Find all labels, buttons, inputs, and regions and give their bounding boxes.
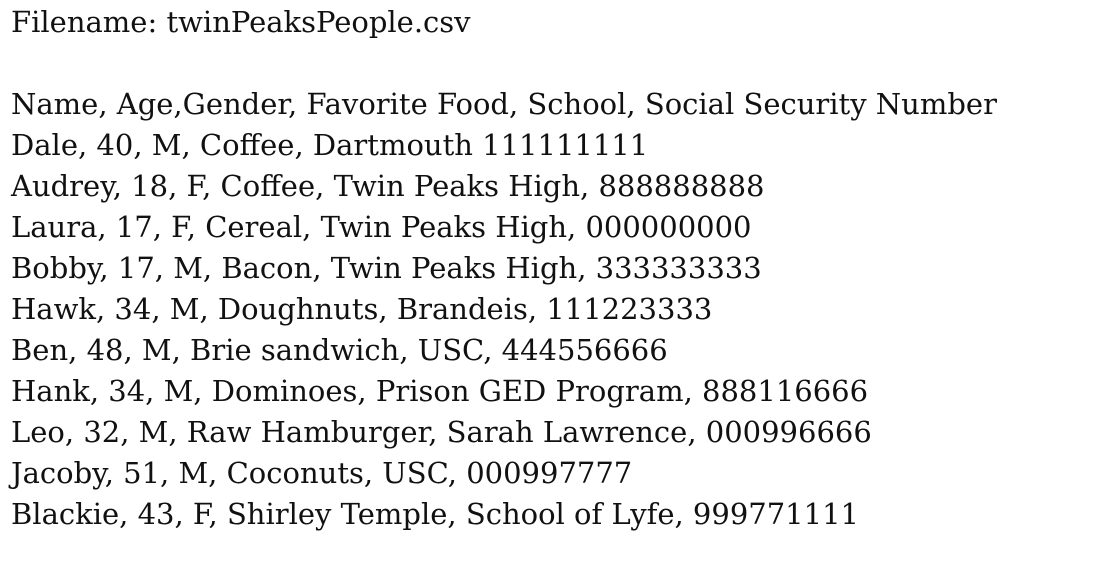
filename-line: Filename: twinPeaksPeople.csv — [11, 5, 471, 39]
csv-header-line: Name, Age,Gender, Favorite Food, School, Social Security Number — [11, 87, 997, 121]
csv-data-line: Hank, 34, M, Dominoes, Prison GED Program, 888116666 — [11, 374, 869, 408]
csv-data-line: Leo, 32, M, Raw Hamburger, Sarah Lawrence, 000996666 — [11, 415, 872, 449]
csv-data-line: Jacoby, 51, M, Coconuts, USC, 000997777 — [11, 456, 633, 490]
csv-content — [11, 84, 1096, 535]
csv-data-line: Audrey, 18, F, Coffee, Twin Peaks High, 888888888 — [11, 169, 765, 203]
csv-data-line: Laura, 17, F, Cereal, Twin Peaks High, 000000000 — [11, 210, 752, 244]
csv-data-line: Blackie, 43, F, Shirley Temple, School of Lyfe, 999771111 — [11, 497, 859, 531]
csv-data-line: Bobby, 17, M, Bacon, Twin Peaks High, 333333333 — [11, 251, 762, 285]
csv-data-line: Dale, 40, M, Coffee, Dartmouth 111111111 — [11, 128, 649, 162]
csv-data-line: Ben, 48, M, Brie sandwich, USC, 444556666 — [11, 333, 668, 367]
csv-data-line: Hawk, 34, M, Doughnuts, Brandeis, 111223333 — [11, 292, 713, 326]
